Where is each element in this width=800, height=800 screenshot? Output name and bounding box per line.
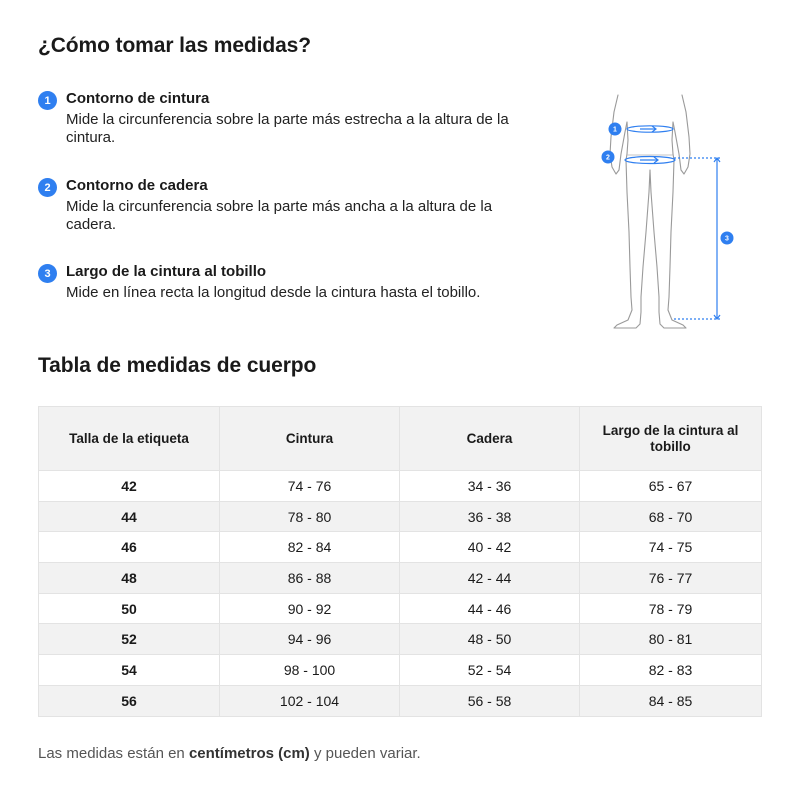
step-title: Largo de la cintura al tobillo: [66, 263, 267, 280]
hip-cell: 52 - 54: [400, 655, 580, 686]
table-row: [39, 593, 762, 624]
size-cell: 46: [39, 532, 220, 563]
size-cell: 54: [39, 655, 220, 686]
table-row: [39, 563, 762, 594]
marker-1-label: 1: [613, 126, 617, 134]
size-table: [38, 406, 762, 717]
pants-measurement-figure: [590, 92, 740, 337]
column-header-length: Largo de la cintura al tobillo: [580, 407, 762, 471]
length-cell: 82 - 83: [580, 655, 762, 686]
note-prefix: Las medidas están en: [38, 745, 189, 762]
marker-2-label: 2: [606, 154, 610, 162]
length-cell: 65 - 67: [580, 471, 762, 502]
length-extension-lines: [674, 158, 720, 319]
length-cell: 80 - 81: [580, 624, 762, 655]
waist-cell: 98 - 100: [220, 655, 400, 686]
length-cell: 78 - 79: [580, 593, 762, 624]
table-row: [39, 532, 762, 563]
waist-arrow-icon: [640, 126, 656, 132]
step-title: Contorno de cadera: [66, 177, 208, 194]
units-note: [38, 745, 421, 762]
length-arrow-icon: [714, 158, 720, 319]
length-cell: 68 - 70: [580, 501, 762, 532]
step-number-badge: 3: [38, 264, 57, 283]
hip-cell: 34 - 36: [400, 471, 580, 502]
step-title: Contorno de cintura: [66, 90, 210, 107]
size-table-title: Tabla de medidas de cuerpo: [38, 354, 317, 377]
step-description: Mide la circunferencia sobre la parte más estrecha a la altura de la cintura.: [66, 111, 509, 146]
length-cell: 76 - 77: [580, 563, 762, 594]
size-cell: 52: [39, 624, 220, 655]
step-number-badge: 1: [38, 91, 57, 110]
hip-cell: 44 - 46: [400, 593, 580, 624]
size-cell: 42: [39, 471, 220, 502]
size-cell: 44: [39, 501, 220, 532]
right-arm-outline: [673, 95, 690, 174]
table-row: [39, 471, 762, 502]
length-cell: 84 - 85: [580, 685, 762, 716]
guide-title: ¿Cómo tomar las medidas?: [38, 34, 311, 57]
right-leg-outline: [650, 160, 686, 328]
table-row: [39, 655, 762, 686]
hip-arrow-icon: [640, 157, 658, 163]
size-cell: 50: [39, 593, 220, 624]
marker-3-label: 3: [725, 235, 729, 243]
waist-cell: 94 - 96: [220, 624, 400, 655]
step-description: Mide la circunferencia sobre la parte más ancha a la altura de la cadera.: [66, 198, 493, 233]
hip-cell: 56 - 58: [400, 685, 580, 716]
size-cell: 48: [39, 563, 220, 594]
step-description: Mide en línea recta la longitud desde la cintura hasta el tobillo.: [66, 284, 481, 301]
waist-cell: 90 - 92: [220, 593, 400, 624]
size-cell: 56: [39, 685, 220, 716]
hip-cell: 48 - 50: [400, 624, 580, 655]
column-header-hip: Cadera: [400, 407, 580, 471]
waist-cell: 74 - 76: [220, 471, 400, 502]
hip-cell: 40 - 42: [400, 532, 580, 563]
column-header-size: Talla de la etiqueta: [39, 407, 220, 471]
waist-cell: 82 - 84: [220, 532, 400, 563]
table-row: [39, 501, 762, 532]
column-header-waist: Cintura: [220, 407, 400, 471]
hip-cell: 42 - 44: [400, 563, 580, 594]
table-row: [39, 624, 762, 655]
torso-outline: [626, 122, 674, 160]
note-units: centímetros (cm): [188, 745, 310, 762]
waist-cell: 86 - 88: [220, 563, 400, 594]
note-suffix: y pueden variar.: [309, 745, 421, 762]
waist-cell: 78 - 80: [220, 501, 400, 532]
table-row: [39, 685, 762, 716]
step-number-badge: 2: [38, 178, 57, 197]
left-leg-outline: [614, 160, 650, 328]
waist-cell: 102 - 104: [220, 685, 400, 716]
table-header-row: [39, 407, 762, 471]
length-cell: 74 - 75: [580, 532, 762, 563]
hip-cell: 36 - 38: [400, 501, 580, 532]
